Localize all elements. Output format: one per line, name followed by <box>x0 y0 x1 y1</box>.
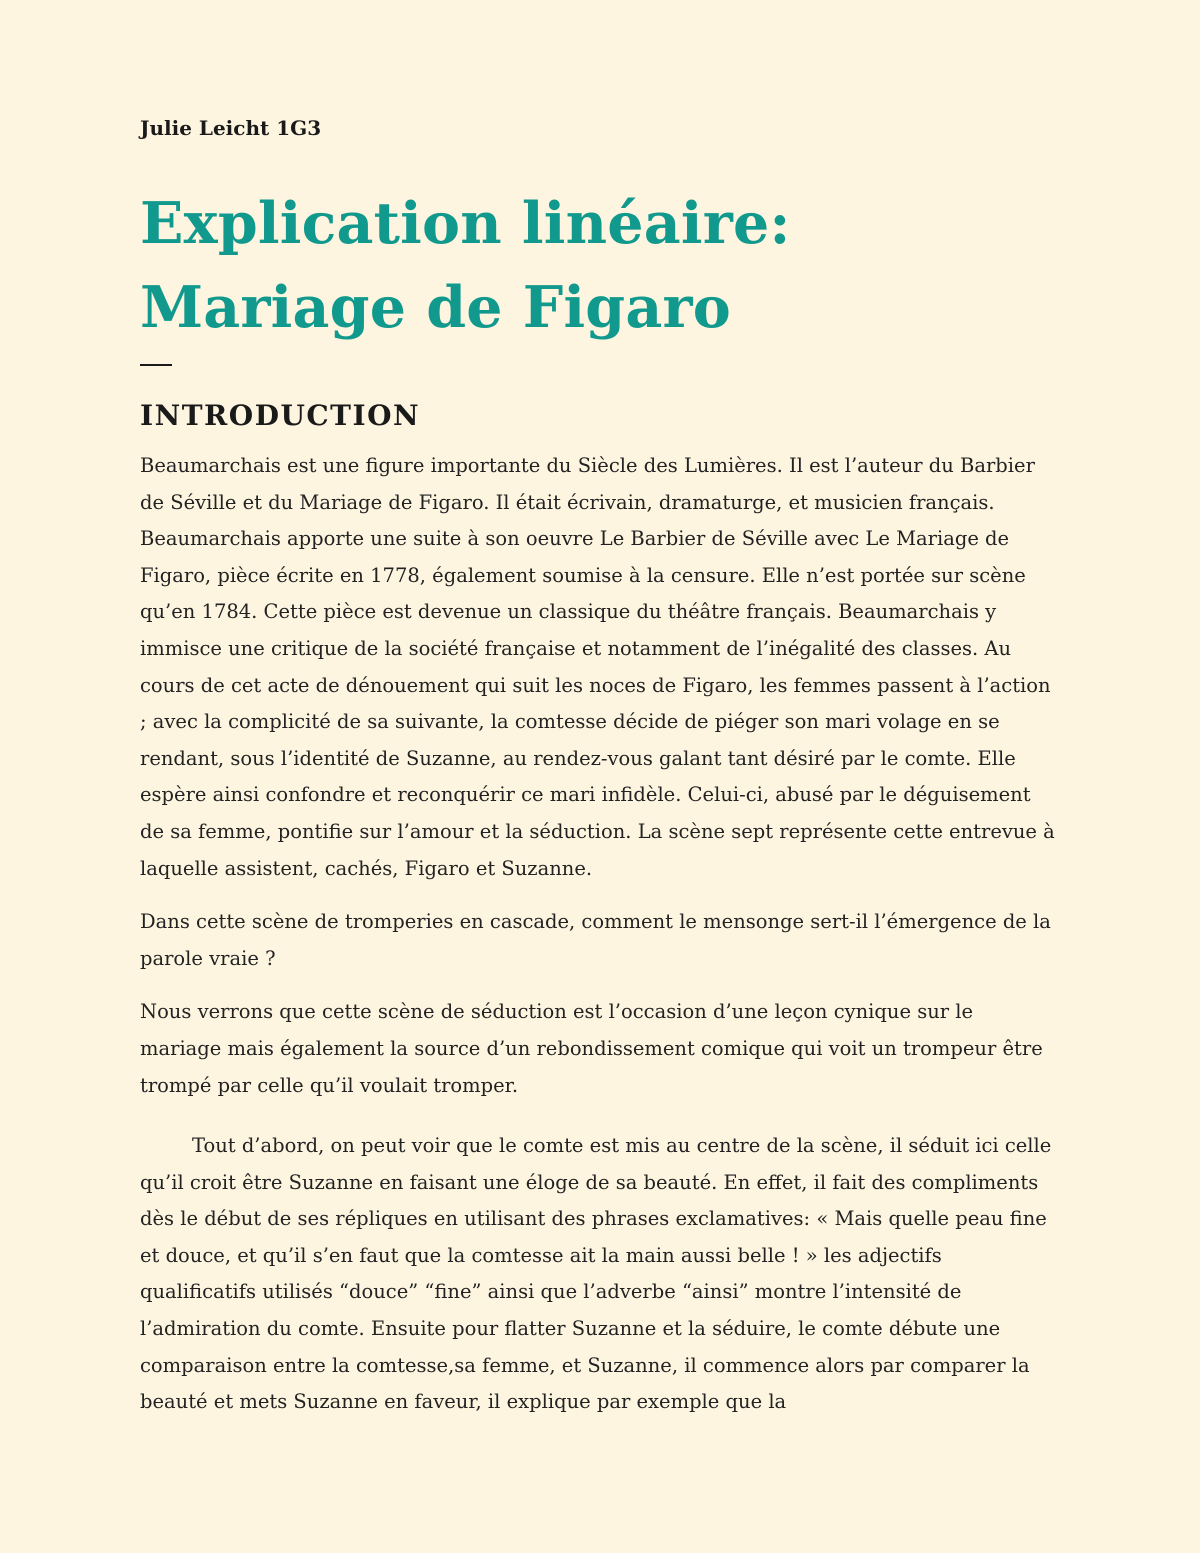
analysis-paragraph: Tout d’abord, on peut voir que le comte est mis au centre de la scène, il séduit ici celle qu’il croit être Suzanne en faisant une éloge de sa beauté. En effet, il fait des compliments dès le début de ses répliques en utilisant des phrases exclamatives: « Mais quelle peau fine et douce, et qu’il s’en faut que la comtesse ait la main aussi belle ! » les adjectifs qualificatifs utilisés “douce” “fine” ainsi que l’adverbe “ainsi” montre l’intensité de l’admiration du comte. Ensuite pour flatter Suzanne et la séduire, le comte débute une comparaison entre la comtesse,sa femme, et Suzanne, il commence alors par comparer la beauté et mets Suzanne en faveur, il explique par exemple que la <box>140 1134 1052 1414</box>
section-heading-introduction: INTRODUCTION <box>140 399 421 432</box>
plan-paragraph: Nous verrons que cette scène de séduction est l’occasion d’une leçon cynique sur le mariage mais également la source d’un rebondissement comique qui voit un trompeur être trompé par celle qu’il voulait tromper. <box>140 1000 1043 1097</box>
author-line: Julie Leicht 1G3 <box>140 116 322 140</box>
title-divider <box>140 364 172 366</box>
introduction-paragraph: Beaumarchais est une figure importante du Siècle des Lumières. Il est l’auteur du Barbier de Séville et du Mariage de Figaro. Il était écrivain, dramaturge, et musicien français. Beaumarchais apporte une suite à son oeuvre Le Barbier de Séville avec Le Mariage de Figaro, pièce écrite en 1778, également soumise à la censure. Elle n’est portée sur scène qu’en 1784. Cette pièce est devenue un classique du théâtre français. Beaumarchais y immisce une critique de la société française et notamment de l’inégalité des classes. Au cours de cet acte de dénouement qui suit les noces de Figaro, les femmes passent à l’action ; avec la complicité de sa suivante, la comtesse décide de piéger son mari volage en se rendant, sous l’identité de Suzanne, au rendez-vous galant tant désiré par le comte. Elle espère ainsi confondre et reconquérir ce mari infidèle. Celui-ci, abusé par le déguisement de sa femme, pontifie sur l’amour et la séduction. La scène sept représente cette entrevue à laquelle assistent, cachés, Figaro et Suzanne. <box>140 454 1055 880</box>
problematic-paragraph: Dans cette scène de tromperies en cascade, comment le mensonge sert-il l’émergence de la parole vraie ? <box>140 910 1051 970</box>
document-title: Explication linéaire: Mariage de Figaro <box>140 190 791 341</box>
